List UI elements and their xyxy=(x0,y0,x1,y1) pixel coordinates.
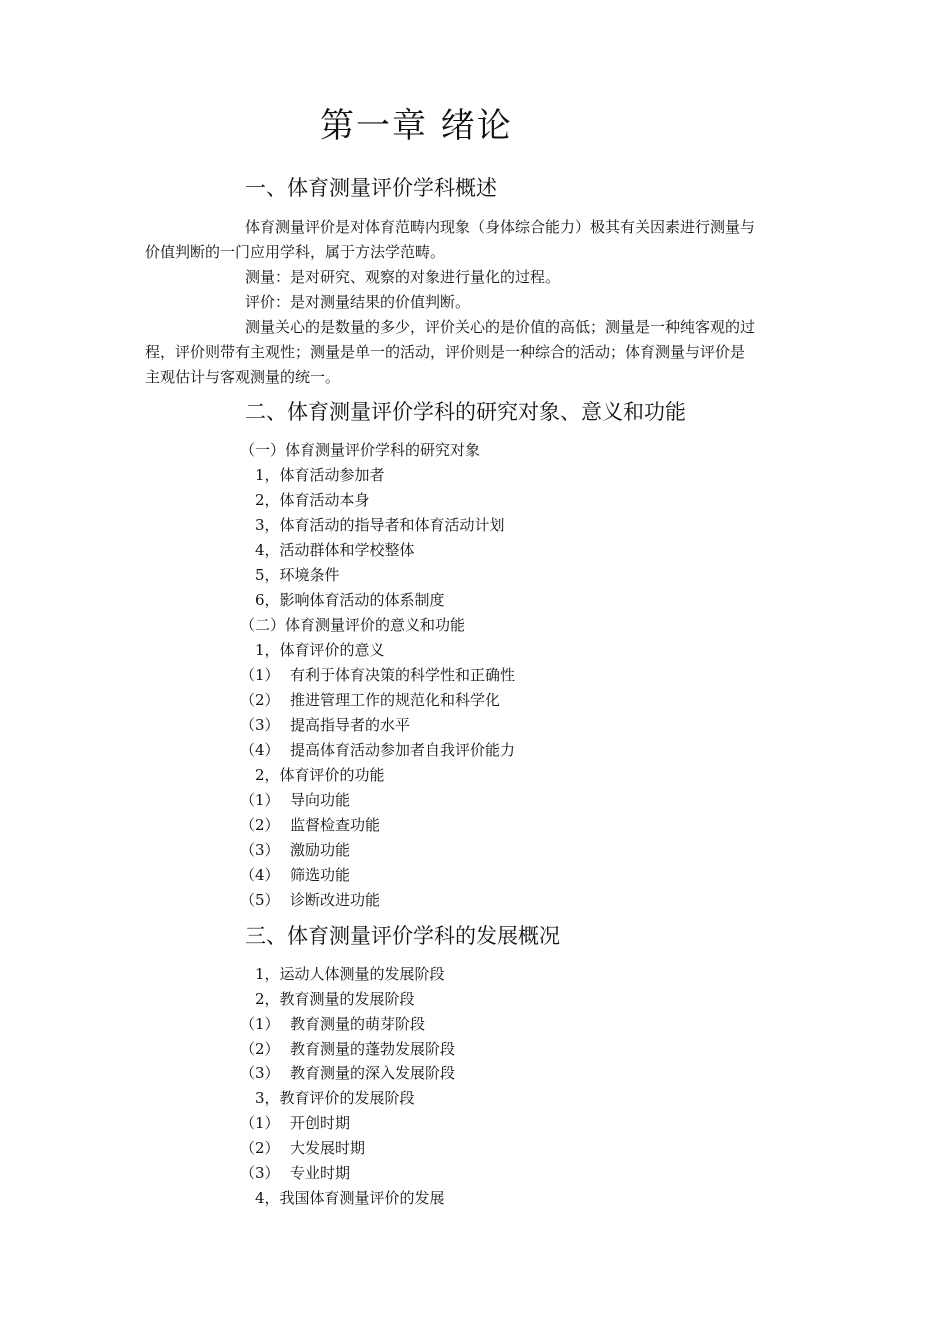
item-number: （2） xyxy=(240,816,280,834)
item-number: （3） xyxy=(240,716,280,734)
item-number: （5） xyxy=(240,891,280,909)
list-item xyxy=(240,1012,425,1036)
list-item: 2，教育测量的发展阶段 xyxy=(255,990,415,1008)
item-number: （1） xyxy=(240,1015,280,1033)
item-text: 有利于体育决策的科学性和正确性 xyxy=(290,666,516,684)
list-item: 3，教育评价的发展阶段 xyxy=(255,1089,415,1107)
list-item xyxy=(240,813,380,837)
item-number: （3） xyxy=(240,1064,280,1082)
list-item: 2，体育活动本身 xyxy=(255,491,370,509)
item-text: 筛选功能 xyxy=(290,866,351,884)
list-item xyxy=(240,788,350,812)
list-item xyxy=(240,713,410,737)
item-text: 提高指导者的水平 xyxy=(290,716,411,734)
item-number: （2） xyxy=(240,691,280,709)
list-item: 4，我国体育测量评价的发展 xyxy=(255,1189,445,1207)
list-item xyxy=(240,663,515,687)
list-item xyxy=(240,838,350,862)
list-item xyxy=(240,1111,350,1135)
item-text: 教育测量的萌芽阶段 xyxy=(290,1015,426,1033)
subsection-heading: （二）体育测量评价的意义和功能 xyxy=(240,616,466,634)
list-item: 4，活动群体和学校整体 xyxy=(255,541,415,559)
item-number: （3） xyxy=(240,1164,280,1182)
paragraph-line: 程，评价则带有主观性；测量是单一的活动，评价则是一种综合的活动；体育测量与评价是 xyxy=(145,343,746,361)
item-text: 专业时期 xyxy=(290,1164,351,1182)
list-item xyxy=(240,1136,365,1160)
item-number: （1） xyxy=(240,1114,280,1132)
item-text: 大发展时期 xyxy=(290,1139,366,1157)
item-text: 导向功能 xyxy=(290,791,351,809)
definition-evaluate: 评价：是对测量结果的价值判断。 xyxy=(245,293,471,311)
item-number: （2） xyxy=(240,1040,280,1058)
list-item: 6，影响体育活动的体系制度 xyxy=(255,591,445,609)
section-heading-1: 一、体育测量评价学科概述 xyxy=(245,176,497,200)
list-item xyxy=(240,1037,455,1061)
list-item: 2，体育评价的功能 xyxy=(255,766,385,784)
list-item: 5，环境条件 xyxy=(255,566,340,584)
item-number: （2） xyxy=(240,1139,280,1157)
item-number: （4） xyxy=(240,866,280,884)
paragraph-line: 测量关心的是数量的多少，评价关心的是价值的高低；测量是一种纯客观的过 xyxy=(245,318,756,336)
item-text: 激励功能 xyxy=(290,841,351,859)
item-number: （1） xyxy=(240,666,280,684)
item-text: 开创时期 xyxy=(290,1114,351,1132)
item-number: （1） xyxy=(240,791,280,809)
item-number: （4） xyxy=(240,741,280,759)
list-item xyxy=(240,1161,350,1185)
item-text: 提高体育活动参加者自我评价能力 xyxy=(290,741,516,759)
definition-measure: 测量：是对研究、观察的对象进行量化的过程。 xyxy=(245,268,561,286)
item-number: （3） xyxy=(240,841,280,859)
list-item xyxy=(240,888,380,912)
list-item xyxy=(240,863,350,887)
item-text: 诊断改进功能 xyxy=(290,891,381,909)
paragraph-line: 体育测量评价是对体育范畴内现象（身体综合能力）极其有关因素进行测量与 xyxy=(245,218,756,236)
list-item: 1，体育评价的意义 xyxy=(255,641,385,659)
section-heading-3: 三、体育测量评价学科的发展概况 xyxy=(245,924,560,948)
list-item xyxy=(240,1061,455,1085)
subsection-heading: （一）体育测量评价学科的研究对象 xyxy=(240,441,481,459)
list-item: 1，体育活动参加者 xyxy=(255,466,385,484)
list-item xyxy=(240,738,515,762)
item-text: 教育测量的蓬勃发展阶段 xyxy=(290,1040,456,1058)
chapter-title: 第一章 绪论 xyxy=(320,106,513,146)
item-text: 教育测量的深入发展阶段 xyxy=(290,1064,456,1082)
list-item: 1，运动人体测量的发展阶段 xyxy=(255,965,445,983)
list-item: 3，体育活动的指导者和体育活动计划 xyxy=(255,516,505,534)
item-text: 监督检查功能 xyxy=(290,816,381,834)
list-item xyxy=(240,688,500,712)
paragraph-line: 价值判断的一门应用学科，属于方法学范畴。 xyxy=(145,243,446,261)
paragraph-line: 主观估计与客观测量的统一。 xyxy=(145,368,341,386)
section-heading-2: 二、体育测量评价学科的研究对象、意义和功能 xyxy=(245,400,686,424)
item-text: 推进管理工作的规范化和科学化 xyxy=(290,691,501,709)
